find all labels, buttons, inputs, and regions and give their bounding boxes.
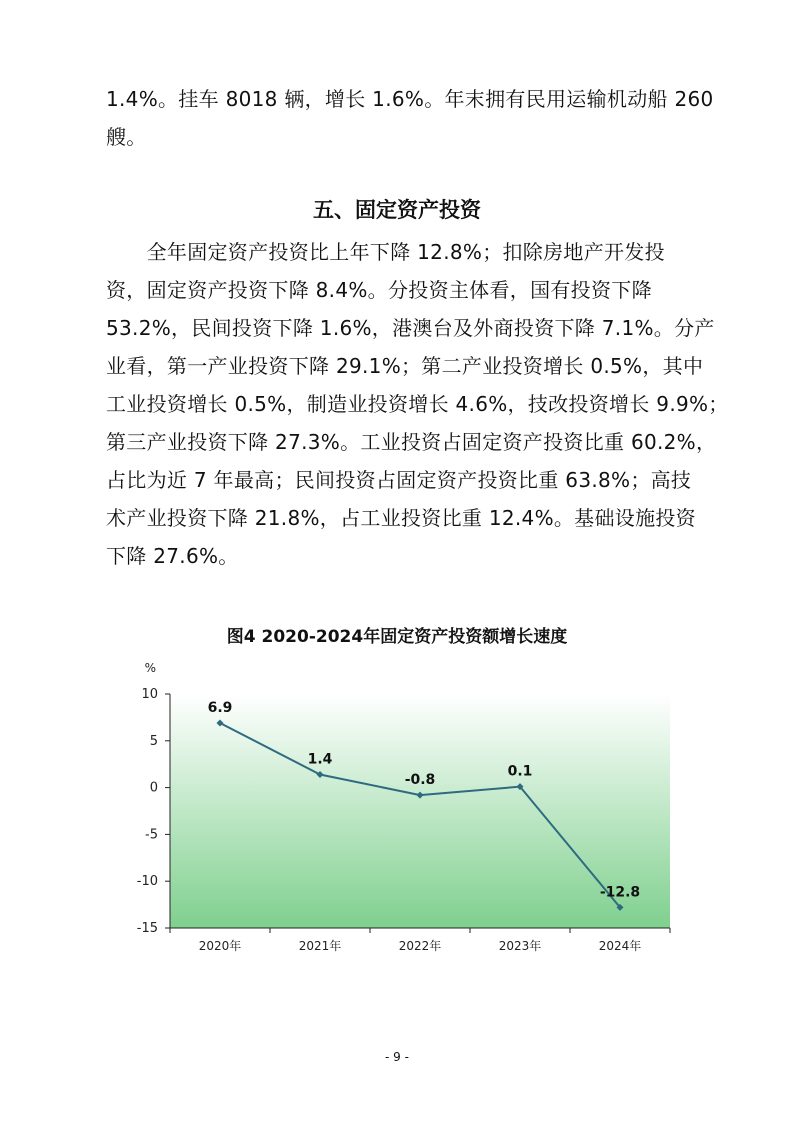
data-label: 0.1 xyxy=(507,763,533,780)
y-unit-label: % xyxy=(144,661,156,675)
plot-background xyxy=(170,694,670,928)
x-tick-label: 2024年 xyxy=(598,939,642,953)
data-label: -0.8 xyxy=(404,772,436,789)
y-tick-label: -10 xyxy=(136,874,158,890)
paragraph-line: 艘。 xyxy=(106,125,147,149)
paragraph-line: 资，固定资产投资下降 8.4%。分投资主体看，国有投资下降 xyxy=(106,278,652,302)
x-tick-label: 2021年 xyxy=(298,939,342,953)
y-tick-label: -5 xyxy=(145,827,158,843)
chart-title: 图4 2020-2024年固定资产投资额增长速度 xyxy=(226,627,568,647)
section-heading: 五、固定资产投资 xyxy=(313,198,481,222)
paragraph-line: 53.2%，民间投资下降 1.6%，港澳台及外商投资下降 7.1%。分产 xyxy=(106,316,715,340)
paragraph-line: 下降 27.6%。 xyxy=(106,544,239,568)
y-tick-label: -15 xyxy=(136,921,158,936)
paragraph-line: 全年固定资产投资比上年下降 12.8%；扣除房地产开发投 xyxy=(106,240,665,264)
x-tick-label: 2023年 xyxy=(498,939,542,953)
page-number: - 9 - xyxy=(385,1050,409,1064)
paragraph-line: 业看，第一产业投资下降 29.1%；第二产业投资增长 0.5%，其中 xyxy=(106,354,704,378)
paragraph-line: 术产业投资下降 21.8%，占工业投资比重 12.4%。基础设施投资 xyxy=(106,506,696,530)
paragraph-line: 1.4%。挂车 8018 辆，增长 1.6%。年末拥有民用运输机动船 260 xyxy=(106,87,714,111)
data-label: -12.8 xyxy=(599,884,641,901)
x-tick-label: 2020年 xyxy=(198,939,242,953)
data-label: 6.9 xyxy=(207,700,233,717)
y-tick-label: 10 xyxy=(141,687,158,702)
line-chart xyxy=(120,652,680,962)
paragraph-line: 占比为近 7 年最高；民间投资占固定资产投资比重 63.8%；高技 xyxy=(106,468,692,492)
data-label: 1.4 xyxy=(307,751,333,768)
paragraph-line: 工业投资增长 0.5%，制造业投资增长 4.6%，技改投资增长 9.9%； xyxy=(106,392,729,416)
y-tick-label: 5 xyxy=(149,733,158,749)
y-tick-label: 0 xyxy=(149,780,158,796)
x-tick-label: 2022年 xyxy=(398,939,442,953)
paragraph-line: 第三产业投资下降 27.3%。工业投资占固定资产投资比重 60.2%， xyxy=(106,430,717,454)
